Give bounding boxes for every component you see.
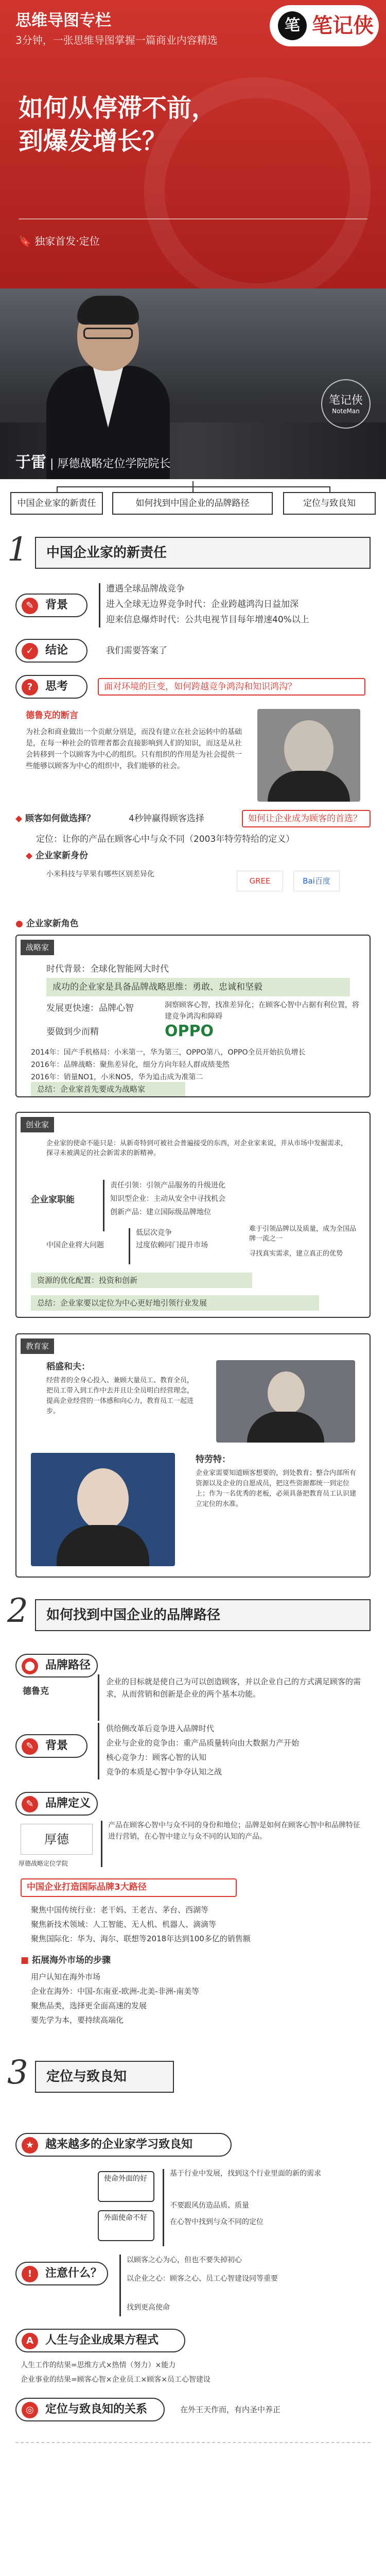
background-icon: ✎ (22, 598, 38, 614)
article-title-line2: 到爆发增长？ (19, 127, 167, 156)
note-line-3: 找到更高使命 (127, 2303, 170, 2312)
header-divider (19, 218, 367, 219)
section-3-number: 3 (7, 2054, 28, 2092)
life-line-1: 人生工作的结果=思维方式×热情（努力）×能力 (21, 2361, 176, 2369)
strategist-summary: 总结：企业家首先要成为战略家 (31, 1082, 185, 1096)
definition-pill: ✎ 品牌定义 (15, 1792, 98, 1816)
toc-connector-left (57, 486, 58, 492)
brand-logo[interactable] (270, 5, 379, 46)
left-option-2: 外面使命不好 (98, 2210, 154, 2241)
think-icon: ? (22, 679, 38, 696)
learn-line-2: 不要跟风仿造品质、质量 (170, 2201, 249, 2210)
three-paths-1: 聚焦中国传统行业：老干妈、王老吉、茅台、西湖等 (31, 1905, 209, 1914)
background-line-3: 迎来信息爆炸时代：公共电视节目每年增速40%以上 (106, 615, 309, 625)
problem-2: 过度依赖同门提升市场 (136, 1241, 208, 1249)
section2-background-3: 核心竞争力：顾客心智的认知 (106, 1753, 207, 1762)
customer-question: ◆ 顾客如何做选择？ (15, 814, 95, 824)
entrepreneur-duty-1: 责任引领：引领产品服务的升级进化 (110, 1181, 225, 1190)
logo-mark-icon: 笔 (278, 11, 307, 40)
path-icon: ⬤ (22, 1658, 38, 1674)
background-bracket (99, 583, 100, 628)
learn-pill: ★ 越来越多的企业家学习致良知 (15, 2133, 232, 2157)
entrepreneur-tag: 创业家 (21, 1117, 54, 1132)
section2-background-pill: ✎ 背景 (15, 1734, 87, 1758)
strategist-line-2: 成功的企业家是具备品牌战略思维：勇敢、忠诚和坚毅 (46, 978, 350, 996)
oppo-logo: OPPO (165, 1022, 214, 1040)
brand-small-note: 小米科技与苹果有哪些区别差异化 (46, 870, 154, 878)
problem-1: 低层次竞争 (136, 1229, 172, 1237)
life-line-2: 企业事业的结果=顾客心智×企业员工×顾客×员工心智建设 (21, 2376, 210, 2384)
note-line-1: 以顾客之心为心，但也不要失掉初心 (127, 2256, 242, 2264)
learn-icon: ★ (22, 2137, 38, 2154)
learn-bracket (163, 2169, 164, 2246)
strategist-tag: 战略家 (21, 940, 54, 955)
speaker-role: 厚德战略定位学院院长 (57, 457, 171, 470)
learn-line-1: 基于行业中发展，找到这个行业里面的新的需求 (170, 2170, 321, 2178)
trout-face (77, 1468, 129, 1530)
note-bracket (119, 2255, 121, 2316)
inamori-name: 稻盛和夫： (46, 1362, 90, 1372)
strategist-line-3b: 洞察顾客心智，找准差异化；在顾客心智中占据有利位置，将建竞争鸿沟和障碍 (165, 1001, 359, 1021)
life-pill: A 人生与企业成果方程式 (15, 2329, 185, 2352)
final-pill: ◎ 定位与致良知的关系 (15, 2398, 165, 2421)
drucker-portrait (257, 709, 360, 802)
note-line-2: 以企业之心：顾客之心、员工心智建设同等重要 (127, 2275, 278, 2283)
inamori-body (247, 1412, 324, 1443)
toc-connector-right (329, 486, 330, 492)
conclusion-icon: ✓ (22, 643, 38, 659)
think-pill: ? 思考 (15, 675, 87, 699)
note-icon: ! (22, 2266, 38, 2282)
article-title-line1: 如何从停滞不前， (19, 94, 217, 123)
toc-connector-mid (192, 486, 194, 492)
toc-item-1[interactable]: 中国企业家的新责任 (10, 492, 103, 515)
entrepreneur-duty-2: 知识型企业：主动从安全中寻找机会 (110, 1195, 225, 1203)
new-role: ● 企业家新角色 (15, 919, 79, 929)
trout-quote: 企业家需要知道顾客想要的，到处教育；整合内部所有资源以及企业的自愿成员，把这些资源都统一到定位上；作为一名优秀的老板，必须具备把教育员工认识建立定位的水准。 (196, 1469, 357, 1508)
drucker-text: 为社会和商业做出一个贡献分别是，而没有建立在社会运转中的基础是，在每一种社会的管理者都会直接影响到人们的知识，而这是从社会转移到一个以顾客为中心的组织。只有组织的作用是为社会提供一些能够以顾客为中心的组织中，我们能够的社会。 (26, 728, 242, 770)
three-paths-title: 中国企业打造国际品牌3大路径 (21, 1878, 237, 1897)
left-option-1: 使命外面的好 (98, 2171, 154, 2202)
background-pill: ✎ 背景 (15, 594, 87, 617)
first-release-label: 🔖 独家首发·定位 (19, 235, 100, 247)
abroad-title: ■ 拓展海外市场的步骤 (21, 1955, 111, 1965)
background-line-1: 遭遇全球品牌战竞争 (106, 584, 185, 594)
speaker-hair (77, 296, 139, 325)
definition-icon: ✎ (22, 1796, 38, 1812)
trout-name: 特劳特： (196, 1454, 231, 1465)
inamori-face (268, 1371, 305, 1415)
entrepreneur-bracket (103, 1180, 104, 1231)
educator-tag: 教育家 (21, 1338, 54, 1354)
three-paths-3: 聚焦国际化：华为、海尔、联想等2018年达到100多亿的销售额 (31, 1934, 251, 1943)
baidu-logo: Bai百度 (293, 871, 340, 891)
trout-portrait (31, 1453, 175, 1566)
path-text: 企业的目标就是使自己为可以创造顾客，并以企业自己的方式满足顾客的需求，从而营销和创新是企业的两个基本功能。 (106, 1677, 361, 1699)
strategist-line-4: 要做到少而精 (46, 1027, 99, 1037)
section-3-title: 定位与致良知 (35, 2061, 174, 2093)
drucker-body (268, 771, 350, 802)
houde-logo-icon: 厚德 (21, 1824, 93, 1855)
abroad-line-1: 用户认知在海外市场 (31, 1972, 101, 1981)
houde-logo-caption: 厚德战略定位学院 (19, 1860, 68, 1867)
path-person: 德鲁克 (23, 1686, 49, 1697)
definition-text: 产品在顾客心智中与众不同的身份和地位；品牌是如何在顾客心智中和品牌特征进行营销，在心智中建立与众不同的认知的产品。 (108, 1821, 360, 1841)
path-bracket (98, 1674, 99, 1721)
entrepreneur-duty-3: 创新产品：建立国际级品牌地位 (110, 1208, 211, 1216)
article-title (19, 92, 369, 158)
conclusion-text: 我们需要答案了 (106, 646, 167, 656)
strategist-line-1: 时代背景：全球化智能网大时代 (46, 964, 169, 974)
problem-3: 难于引领品牌以及质量，成为全国品牌一流之一 (249, 1225, 357, 1243)
header-banner (0, 0, 386, 289)
toc-item-2[interactable]: 如何找到中国企业的品牌路径 (112, 492, 273, 515)
entrepreneur-intro: 企业家的使命不能只是：从新奇特到可被社会普遍接受的东西，对企业家来说，并从市场中发掘需求，探寻未被满足的社会新需求的新精神。 (46, 1140, 348, 1157)
background-line-2: 进入全球无边界竞争时代：企业跨越鸿沟日益加深 (106, 599, 299, 609)
speaker-photo (0, 289, 386, 479)
section2-background-bracket (98, 1723, 99, 1780)
note-pill: ! 注意什么？ (15, 2262, 108, 2285)
strategist-line-5: 2014年：国产手机格局：小米第一，华为第三，OPPO第八，OPPO全员开始抗负增长 (31, 1048, 306, 1057)
abroad-line-2: 企业在海外：中国-东南亚-欧洲-北美-非洲-南美等 (31, 1987, 200, 1996)
entrepreneur-summary: 总结：企业家要以定位为中心更好地引领行业发展 (31, 1295, 319, 1311)
definition-bracket (101, 1821, 102, 1867)
toc-item-3[interactable]: 定位与致良知 (283, 492, 376, 515)
life-icon: A (22, 2333, 38, 2349)
entrepreneur-role-label: 企业家职能 (31, 1195, 75, 1205)
speaker-caption: 于雷 | 厚德战略定位学院院长 (15, 453, 171, 471)
conclusion-pill: ✓ 结论 (15, 639, 87, 663)
section-divider (15, 2442, 371, 2443)
abroad-line-3: 聚焦品类，选择更全面高速的发展 (31, 2001, 147, 2010)
column-name: 思维导图专栏 (15, 11, 111, 30)
customer-answer: 4秒钟赢得顾客选择 (129, 814, 204, 824)
final-text: 在外王天作而，有内圣中养正 (180, 2405, 281, 2414)
trout-body (57, 1525, 149, 1566)
logo-text: 笔记侠 (312, 14, 374, 38)
section2-background-2: 企业与企业的竞争由：重产品质量转向由大数据力产开始 (106, 1738, 300, 1748)
strategist-line-3: 发展更快速：品牌心智 (46, 1003, 134, 1013)
new-identity: ◆ 企业家新身份 (26, 851, 88, 861)
gree-logo: GREE (237, 871, 283, 891)
path-pill: ⬤ 品牌路径 (15, 1654, 98, 1677)
customer-first-choice: 如何让企业成为顾客的首选？ (242, 810, 371, 827)
problem-bracket (129, 1228, 130, 1264)
drucker-face (284, 720, 334, 778)
inamori-quote: 经营者的全身心投入、兼顾大量员工、教育全员，把员工带入到工作中去并且让全员明白经营理念，提高企业经营的一体感和向心力，教育员工一起进步。 (46, 1377, 194, 1415)
learn-line-3: 在心智中找到与众不同的定位 (170, 2218, 264, 2226)
entrepreneur-duty-4: 中国企业将大问题 (46, 1241, 104, 1249)
inamori-portrait (216, 1360, 355, 1443)
entrepreneur-resource: 资源的优化配置：投资和创新 (31, 1273, 252, 1288)
strategist-line-6: 2016年：品牌战略：聚焦差异化，细分方向年轻人群成绩斐然 (31, 1061, 230, 1069)
final-icon: ◎ (22, 2402, 38, 2418)
section2-background-1: 供给侧改革后竞争进入品牌时代 (106, 1724, 215, 1733)
abroad-line-4: 要先学为本，要持续高端化 (31, 2015, 124, 2025)
strategist-line-7: 2016年：销量NO1，小米NO5，华为追击成为准第二 (31, 1073, 203, 1081)
speaker-name: 于雷 (15, 453, 46, 471)
speaker-glasses (83, 328, 133, 339)
section2-background-icon: ✎ (22, 1738, 38, 1755)
problem-4: 寻找真实需求，建立真正的优势 (249, 1250, 343, 1258)
toc-connector-stem (192, 481, 194, 486)
section-2-number: 2 (7, 1592, 28, 1630)
column-tagline: 3分钟，一张思维导图掌握一篇商业内容精选 (15, 34, 218, 46)
section-1-number: 1 (7, 531, 28, 569)
photo-watermark-logo: 笔记侠 NoteMan (321, 379, 371, 429)
position-definition: 定位：让你的产品在顾客心中与众不同（2003年特劳特给的定义） (36, 834, 295, 844)
drucker-title: 德鲁克的断言 (26, 710, 78, 721)
section-1-title: 中国企业家的新责任 (35, 537, 371, 569)
think-question: 面对环境的巨变，如何跨越竞争鸿沟和知识鸿沟？ (98, 678, 365, 696)
three-paths-2: 聚焦新技术领域：人工智能、无人机、机器人、滴滴等 (31, 1920, 217, 1929)
section2-background-4: 竞争的本质是心智中争夺认知之战 (106, 1767, 222, 1776)
section-2-title: 如何找到中国企业的品牌路径 (35, 1599, 371, 1631)
